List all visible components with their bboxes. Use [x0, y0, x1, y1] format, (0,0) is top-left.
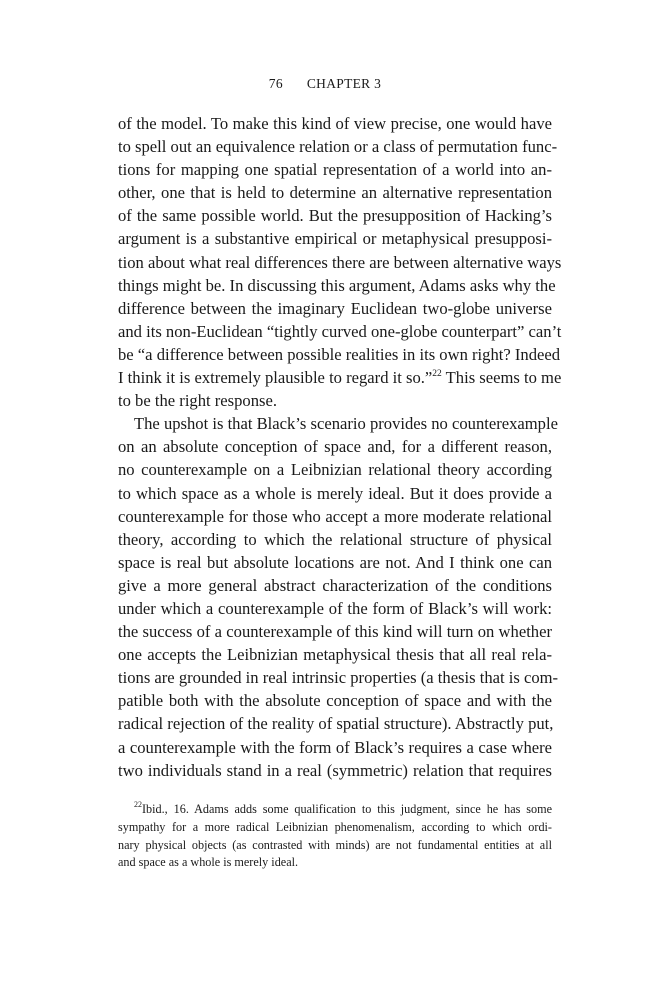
footnote-reference[interactable]: 22 [432, 368, 442, 379]
text-line: a counterexample with the form of Black’s requires a case where [118, 737, 552, 757]
footnote-line: and space as a whole is merely ideal. [118, 855, 299, 870]
text-line: The upshot is that Black’s scenario provides no counterexample [134, 414, 558, 434]
text-line: tions are grounded in real intrinsic properties (a thesis that is com- [118, 668, 559, 688]
text-line: of the model. To make this kind of view precise, one would have [118, 114, 552, 133]
text-line: be “a difference between possible realities in its own right? Indeed [118, 344, 561, 364]
footnote-text: Ibid., 16. Adams adds some qualification to this judgment, since he has some [142, 802, 552, 816]
text-line: two individuals stand in a real (symmetric) relation that requires [118, 760, 552, 780]
text-line: difference between the imaginary Euclidean two-globe universe [118, 298, 552, 318]
text-line: of the same possible world. But the presupposition of Hacking’s [118, 206, 552, 226]
body-text [118, 112, 562, 782]
text-segment: This seems to me [441, 368, 562, 388]
text-line: tion about what real differences there are between alternative ways [118, 252, 562, 272]
text-line: to spell out an equivalence relation or a class of permutation func- [118, 137, 558, 157]
text-line: other, one that is held to determine an alternative representation [118, 183, 552, 203]
text-line: under which a counterexample of the form of Black’s will work: [118, 598, 552, 618]
text-line: theory, according to which the relational structure of physical [118, 529, 552, 549]
text-line: space is real but absolute locations are not. And I think one can [118, 552, 552, 572]
footnote-line [118, 801, 552, 819]
text-line: and its non-Euclidean “tightly curved one-globe counterpart” can’t [118, 321, 562, 341]
text-line: one accepts the Leibnizian metaphysical thesis that all real rela- [118, 645, 552, 665]
chapter-title: CHAPTER 3 [306, 76, 382, 91]
text-line: patible both with the absolute conception of space and with the [118, 691, 552, 711]
text-line: on an absolute conception of space and, for a different reason, [118, 437, 552, 457]
text-line: give a more general abstract characterization of the conditions [118, 575, 552, 595]
text-line: radical rejection of the reality of spatial structure). Abstractly put, [118, 714, 554, 734]
footnote-line: nary physical objects (as contrasted with minds) are not fundamental entities at all [118, 837, 552, 852]
text-line-with-note [118, 366, 562, 389]
text-line: tions for mapping one spatial representation of a world into an- [118, 160, 552, 180]
text-line: things might be. In discussing this argument, Adams asks why the [118, 275, 556, 295]
footnote-line: sympathy for a more radical Leibnizian phenomenalism, according to which ordi- [118, 819, 552, 834]
text-line: no counterexample on a Leibnizian relational theory according [118, 460, 552, 480]
footnote [118, 801, 552, 872]
text-line: to be the right response. [118, 391, 277, 411]
text-line: to which space as a whole is merely ideal. But it does provide a [118, 483, 552, 503]
text-line: the success of a counterexample of this kind will turn on whether [118, 622, 552, 642]
page-number: 76 [268, 76, 283, 91]
text-line: counterexample for those who accept a more moderate relational [118, 506, 552, 526]
running-head [0, 76, 650, 92]
footnote-number: 22 [134, 799, 142, 809]
text-line: argument is a substantive empirical or metaphysical presupposi- [118, 229, 552, 249]
text-segment: I think it is extremely plausible to regard it so.” [118, 368, 433, 388]
